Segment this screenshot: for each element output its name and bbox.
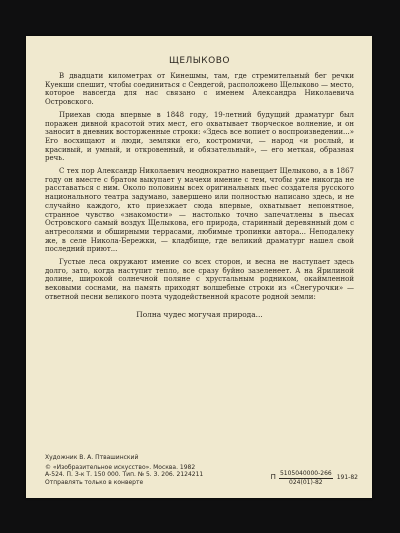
publisher-line-1: © «Изобразительное искусство». Москва. 1982 [45, 463, 196, 471]
publisher-info [45, 464, 267, 486]
postcard-back [26, 36, 372, 498]
code-top: 5105040000-266 [279, 470, 332, 478]
p-mark: П [270, 473, 276, 482]
paragraph-1: В двадцати километрах от Кинешмы, там, где стремительный бег речки Куекши спешит, чтобы соединиться с Сендегой, расположено Щелыково — место, которое навсегда для нас связано с именем Александра Николаевича Островского. [45, 72, 354, 107]
paragraph-3: С тех пор Александр Николаевич неоднократно навещает Щелыково, а в 1867 году он вместе с братом выкупает у мачехи имение с тем, чтобы уже никогда не расставаться с ним. Около половины всех оригинальных пьес создателя русского национального театра задумано, завершено или полностью написано здесь, и не случайно каждого, кто приезжает сюда впервые, охватывает непонятное, странное чувство «знакомости» — настолько точно запечатлены в пьесах Островского самый воздух Щелыкова, его природа, старинный деревянный дом с антресолями и обширными террасами, любимые тропинки автора... Неподалеку же, в селе Никола-Бережки, — кладбище, где великий драматург нашел свой последний приют... [45, 167, 354, 254]
paragraph-2: Приехав сюда впервые в 1848 году, 19-летний будущий драматург был поражен дивной красотой этих мест, его охватывает творческое волнение, и он заносит в дневник восторженные строки: «Здесь все вопиет о воспроизведении...» Его восхищают и люди, земляки его, костромичи, — народ «и рослый, и красивый, и умный, и откровенный, и обязательный», — его меткая, образная речь. [45, 110, 354, 163]
paragraph-4: Густые леса окружают имение со всех сторон, и весна не наступает здесь долго, зато, когда наступит тепло, все сразу буйно зазеленеет. А на Ярилиной долине, широкой солнечной поляне с хрустальным родником, окаймленной вековыми соснами, на память приходят волшебные строки из «Снегурочки» — ответной песни великого поэта чудодейственной красоте родной земли: [45, 258, 354, 301]
closing-line: Полна чудес могучая природа... [136, 309, 263, 319]
send-note: Отправлять только в конверте [45, 478, 144, 486]
code-fraction [279, 470, 333, 486]
artist-credit: Художник В. А. Птвашинский [45, 454, 139, 462]
card-title: ЩЕЛЫКОВО [169, 56, 230, 66]
code-bottom: 024(01)-82 [289, 478, 323, 486]
publisher-line-2: А-524. П. З-к Т. 150 000. Тип. № 5. З. 206. 2124211 [45, 471, 204, 479]
catalog-codes [271, 470, 358, 486]
imprint-footer [45, 454, 358, 486]
price-code: 191-82 [336, 474, 358, 482]
